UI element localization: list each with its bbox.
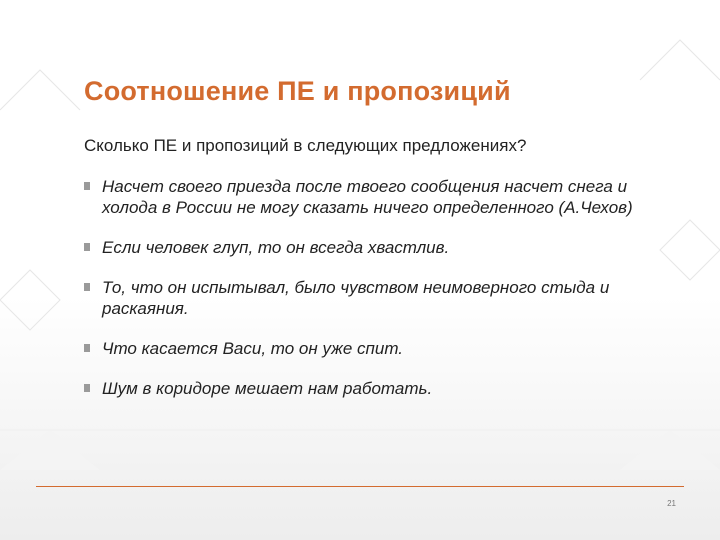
list-item-text: То, что он испытывал, было чувством неимоверного стыда и раскаяния. [102,278,610,318]
page-number: 21 [667,499,676,508]
list-item-text: Что касается Васи, то он уже спит. [102,339,404,358]
square-bullet-icon [84,243,90,251]
slide-title: Соотношение ПЕ и пропозиций [84,76,511,106]
list-item-text: Шум в коридоре мешает нам работать. [102,379,433,398]
sentence-list [84,176,644,418]
square-bullet-icon [84,384,90,392]
list-item [84,237,644,258]
list-item-text: Насчет своего приезда после твоего сообщения насчет снега и холода в России не могу сказать ничего определенного (А.Чехов) [102,177,633,217]
list-item [84,277,644,319]
footer-divider [36,486,684,487]
list-item [84,176,644,218]
intro-question: Сколько ПЕ и пропозиций в следующих предложениях? [84,136,527,155]
list-item [84,338,644,359]
list-item-text: Если человек глуп, то он всегда хвастлив. [102,238,450,257]
square-bullet-icon [84,283,90,291]
square-bullet-icon [84,344,90,352]
list-item [84,378,644,399]
square-bullet-icon [84,182,90,190]
